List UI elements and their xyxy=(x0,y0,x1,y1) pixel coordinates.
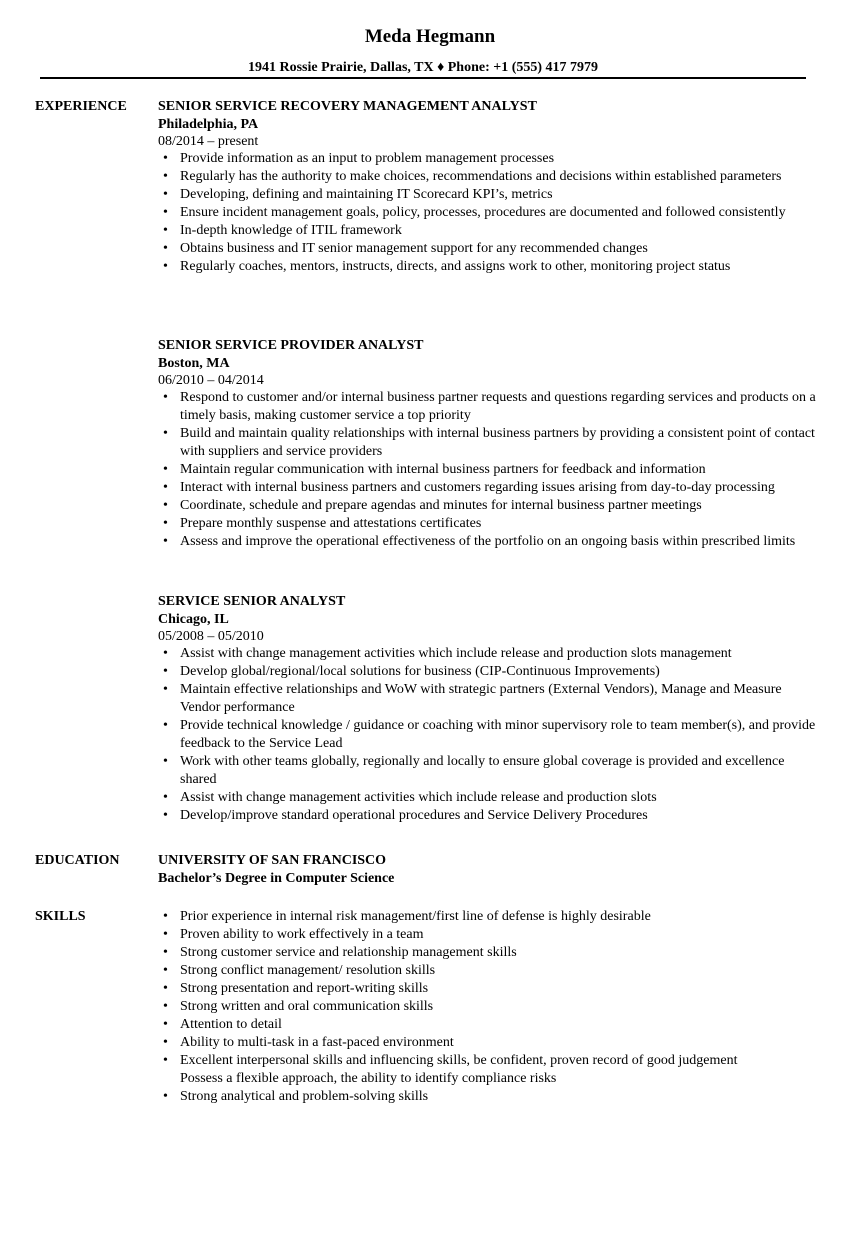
skills-list xyxy=(158,908,818,1106)
list-item-text: Developing, defining and maintaining IT Scorecard KPI’s, metrics xyxy=(180,187,553,202)
list-item-text: Provide technical knowledge / guidance or coaching with minor supervisory role to team member(s), and provide feedback to the Service Lead xyxy=(180,718,816,751)
list-item-text: Obtains business and IT senior management support for any recommended changes xyxy=(180,241,648,256)
job-2 xyxy=(158,337,818,551)
job-dates: 08/2014 – present xyxy=(158,134,259,149)
list-item-text: Strong analytical and problem-solving skills xyxy=(180,1089,429,1104)
list-item-text: Develop global/regional/local solutions for business (CIP-Continuous Improvements) xyxy=(180,664,660,679)
list-item-text: Build and maintain quality relationships with internal business partners by providing a consistent point of contact with suppliers and service providers xyxy=(180,426,815,459)
list-item-text: Ability to multi-task in a fast-paced environment xyxy=(180,1035,454,1050)
list-item xyxy=(158,789,818,807)
list-item xyxy=(158,908,818,926)
bullet-icon: • xyxy=(163,498,168,513)
job-3 xyxy=(158,593,818,825)
bullet-icon: • xyxy=(163,664,168,679)
job-dates: 06/2010 – 04/2014 xyxy=(158,373,264,388)
list-item-text: Prior experience in internal risk management/first line of defense is highly desirable xyxy=(180,909,651,924)
education-entry xyxy=(158,852,818,887)
job-dates: 05/2008 – 05/2010 xyxy=(158,629,264,644)
list-item xyxy=(158,461,818,479)
job-location: Chicago, IL xyxy=(158,612,229,627)
bullet-icon: • xyxy=(163,646,168,661)
bullet-icon: • xyxy=(163,790,168,805)
list-item-text: Prepare monthly suspense and attestations certificates xyxy=(180,516,482,531)
bullet-icon: • xyxy=(163,480,168,495)
skills-section-label: SKILLS xyxy=(35,909,86,924)
list-item xyxy=(158,645,818,663)
bullet-icon: • xyxy=(163,718,168,733)
bullet-icon: • xyxy=(163,390,168,405)
list-item xyxy=(158,186,818,204)
job-title: SERVICE SENIOR ANALYST xyxy=(158,594,346,609)
bullet-icon: • xyxy=(163,1053,168,1068)
bullet-icon: • xyxy=(163,169,168,184)
bullet-icon: • xyxy=(163,754,168,769)
list-item xyxy=(158,479,818,497)
list-item-text: Proven ability to work effectively in a team xyxy=(180,927,424,942)
bullet-icon: • xyxy=(163,151,168,166)
contact-line: 1941 Rossie Prairie, Dallas, TX ♦ Phone: +1 (555) 417 7979 xyxy=(247,60,599,75)
bullet-icon: • xyxy=(163,223,168,238)
job-bullet-list xyxy=(158,645,818,825)
bullet-icon: • xyxy=(163,981,168,996)
bullet-icon: • xyxy=(163,1035,168,1050)
bullet-icon: • xyxy=(163,927,168,942)
bullet-icon: • xyxy=(163,1017,168,1032)
skills-list-container xyxy=(158,908,818,1106)
bullet-icon: • xyxy=(163,259,168,274)
school-name: UNIVERSITY OF SAN FRANCISCO xyxy=(158,853,387,868)
list-item xyxy=(158,240,818,258)
list-item-text: Maintain regular communication with internal business partners for feedback and information xyxy=(180,462,706,477)
list-item-text: Attention to detail xyxy=(180,1017,282,1032)
list-item-text: Ensure incident management goals, policy, processes, procedures are documented and followed consistently xyxy=(180,205,786,220)
list-item-text: Strong customer service and relationship management skills xyxy=(180,945,517,960)
list-item-text: Provide information as an input to problem management processes xyxy=(180,151,555,166)
list-item xyxy=(158,926,818,944)
list-item xyxy=(158,980,818,998)
list-item xyxy=(158,717,818,753)
list-item xyxy=(158,497,818,515)
list-item-text: Strong presentation and report-writing skills xyxy=(180,981,429,996)
list-item-text: Strong conflict management/ resolution skills xyxy=(180,963,436,978)
list-item-text: Maintain effective relationships and WoW with strategic partners (External Vendors), Manage and Measure Vendor performance xyxy=(180,682,782,715)
bullet-icon: • xyxy=(163,909,168,924)
bullet-icon: • xyxy=(163,516,168,531)
list-item xyxy=(158,663,818,681)
list-item xyxy=(158,1034,818,1052)
list-item xyxy=(158,1088,818,1106)
bullet-icon: • xyxy=(163,205,168,220)
list-item xyxy=(158,222,818,240)
list-item xyxy=(158,515,818,533)
experience-section-label: EXPERIENCE xyxy=(35,99,127,114)
list-item xyxy=(158,753,818,789)
job-title: SENIOR SERVICE PROVIDER ANALYST xyxy=(158,338,424,353)
list-item-text: Develop/improve standard operational procedures and Service Delivery Procedures xyxy=(180,808,648,823)
list-item-text: Assist with change management activities which include release and production slots management xyxy=(180,646,732,661)
list-item-text: Strong written and oral communication skills xyxy=(180,999,434,1014)
list-item-text: Coordinate, schedule and prepare agendas and minutes for internal business partner meetings xyxy=(180,498,702,513)
list-item xyxy=(158,807,818,825)
list-item xyxy=(158,533,818,551)
list-item xyxy=(158,425,818,461)
header-divider xyxy=(40,77,806,79)
list-item-text: Respond to customer and/or internal business partner requests and questions regarding services and products on a timely basis, making customer service a top priority xyxy=(180,390,816,423)
job-location: Philadelphia, PA xyxy=(158,117,259,132)
list-item-text: Regularly coaches, mentors, instructs, directs, and assigns work to other, monitoring project status xyxy=(180,259,731,274)
list-item xyxy=(158,962,818,980)
job-1 xyxy=(158,98,818,276)
list-item-text: Assess and improve the operational effectiveness of the portfolio on an ongoing basis within prescribed limits xyxy=(180,534,796,549)
bullet-icon: • xyxy=(163,682,168,697)
bullet-icon: • xyxy=(163,426,168,441)
job-bullet-list xyxy=(158,389,818,551)
list-item-text: Work with other teams globally, regionally and locally to ensure global coverage is provided and excellence shared xyxy=(180,754,785,787)
list-item-text: Assist with change management activities which include release and production slots xyxy=(180,790,657,805)
bullet-icon: • xyxy=(163,945,168,960)
list-item-text: Possess a flexible approach, the ability to identify compliance risks xyxy=(180,1071,557,1086)
job-title: SENIOR SERVICE RECOVERY MANAGEMENT ANALYST xyxy=(158,99,537,114)
list-item-text: Excellent interpersonal skills and influencing skills, be confident, proven record of good judgement xyxy=(180,1053,738,1068)
bullet-icon: • xyxy=(163,999,168,1014)
list-item xyxy=(158,1016,818,1034)
job-location: Boston, MA xyxy=(158,356,230,371)
bullet-icon: • xyxy=(163,462,168,477)
list-item-text: Interact with internal business partners and customers regarding issues arising from day-to-day processing xyxy=(180,480,775,495)
list-item xyxy=(158,944,818,962)
list-item-text: In-depth knowledge of ITIL framework xyxy=(180,223,402,238)
list-item xyxy=(158,681,818,717)
bullet-icon: • xyxy=(163,534,168,549)
bullet-icon: • xyxy=(163,187,168,202)
job-bullet-list xyxy=(158,150,818,276)
list-item xyxy=(158,389,818,425)
education-section-label: EDUCATION xyxy=(35,853,120,868)
list-item xyxy=(158,258,818,276)
bullet-icon: • xyxy=(163,808,168,823)
list-item xyxy=(158,998,818,1016)
bullet-icon: • xyxy=(163,1089,168,1104)
resume-name: Meda Hegmann xyxy=(364,26,496,47)
bullet-icon: • xyxy=(163,963,168,978)
list-item-text: Regularly has the authority to make choices, recommendations and decisions within established parameters xyxy=(180,169,782,184)
list-item xyxy=(158,1052,818,1070)
list-item xyxy=(158,150,818,168)
degree: Bachelor’s Degree in Computer Science xyxy=(158,871,395,886)
list-item xyxy=(158,204,818,222)
list-item xyxy=(158,1070,818,1088)
bullet-icon: • xyxy=(163,241,168,256)
list-item xyxy=(158,168,818,186)
